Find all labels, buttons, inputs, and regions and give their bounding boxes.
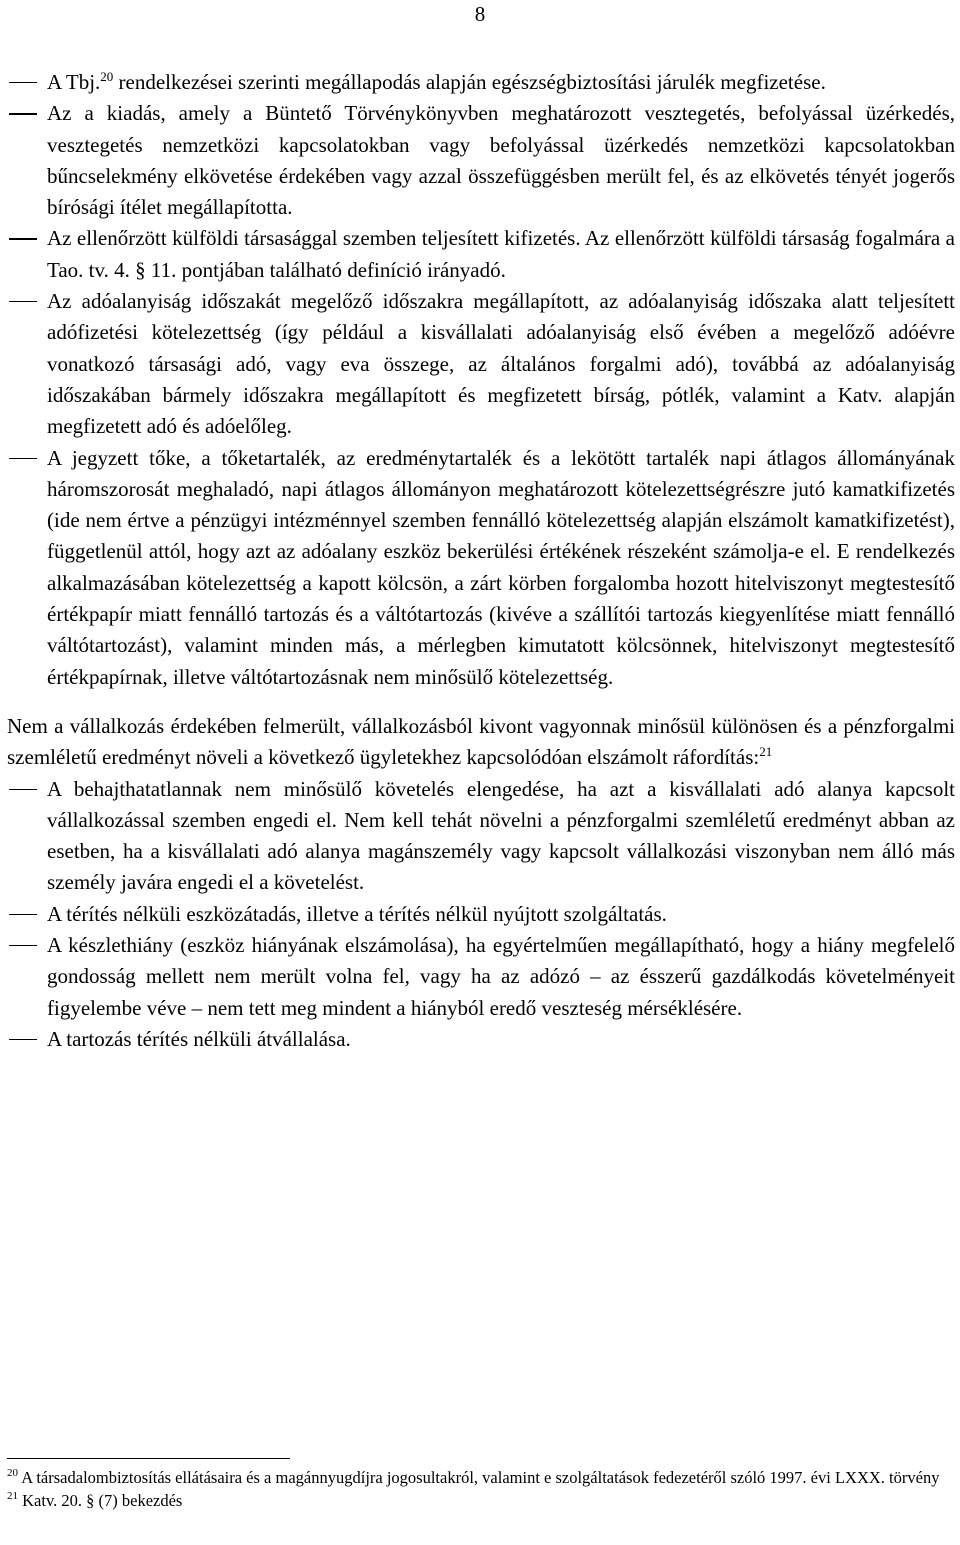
- list-item-text: Az a kiadás, amely a Büntető Törvénykönyvben meghatározott vesztegetés, befolyással üzérkedés, vesztegetés nemzetközi kapcsolatokban vagy befolyással üzérkedés nemzetközi kapcsolatokban bűncselekmény elkövetése érdekében vagy azzal összefüggésben merült fel, és az elkövetés tényét jogerős bírósági ítélet megállapította.: [47, 101, 955, 220]
- footnote-20: [7, 1466, 955, 1489]
- page-number: 8: [474, 2, 486, 26]
- list-item: [7, 1024, 955, 1055]
- list-item-text: rendelkezései szerinti megállapodás alapján egészségbiztosítási járulék megfizetése.: [113, 70, 826, 94]
- intro-paragraph: [7, 711, 955, 774]
- list-item-text: Az adóalanyiság időszakát megelőző időszakra megállapított, az adóalanyiság időszaka alatt teljesített adófizetési kötelezettség (így például a kisvállalati adóalanyiság első évében a megelőző adóévre vonatkozó társasági adó, vagy eva összege, az általános forgalmi adó), továbbá az adóalanyiság időszakában bármely időszakra megállapított és megfizetett bírság, pótlék, valamint a Katv. alapján megfizetett adó és adóelőleg.: [47, 289, 955, 439]
- expense-list: [7, 67, 955, 693]
- list-item: [7, 443, 955, 693]
- list-item-text: A készlethiány (eszköz hiányának elszámolása), ha egyértelműen megállapítható, hogy a hiány megfelelő gondosság mellett nem merült volna fel, vagy ha az adózó – az ésszerű gazdálkodás követelményeit figyelembe véve – nem tett meg mindent a hiányból eredő veszteség mérséklésére.: [47, 933, 955, 1020]
- footnote-text: A társadalombiztosítás ellátásaira és a magánnyugdíjra jogosultakról, valamint e szolgáltatások fedezetéről szóló 1997. évi LXXX. törvény: [18, 1468, 940, 1487]
- footnote-number: 20: [7, 1467, 18, 1479]
- footnote-text: Katv. 20. § (7) bekezdés: [18, 1491, 183, 1510]
- list-item-text: A térítés nélküli eszközátadás, illetve a térítés nélkül nyújtott szolgáltatás.: [47, 901, 667, 926]
- footnote-ref-21[interactable]: 21: [759, 744, 773, 760]
- list-item: [7, 930, 955, 1024]
- list-item: [7, 223, 955, 286]
- footnote-separator: [7, 1458, 290, 1459]
- footnotes: [7, 1466, 955, 1512]
- main-text: [7, 67, 955, 1055]
- list-item: [7, 286, 955, 442]
- transaction-list: [7, 774, 955, 1056]
- footnote-21: [7, 1489, 955, 1512]
- list-item: [7, 67, 955, 98]
- footnote-ref-20[interactable]: 20: [100, 69, 114, 84]
- list-item: [7, 899, 955, 930]
- list-item-text: A Tbj.: [47, 70, 101, 94]
- list-item: [7, 774, 955, 899]
- list-item-text: A jegyzett tőke, a tőketartalék, az eredménytartalék és a lekötött tartalék napi átlagos állományának háromszorosát meghaladó, napi átlagos állományon meghatározott kötelezettségrészre jutó kamatkifizetés (ide nem értve a pénzügyi intézménnyel szemben fennálló kötelezettség alapján elszámolt kamatkifizetést), függetlenül attól, hogy azt az adóalany eszköz bekerülési értékének részeként számolja-e el. E rendelkezés alkalmazásában kötelezettség a kapott kölcsön, a zárt körben forgalomba hozott hitelviszonyt megtestesítő értékpapír miatt fennálló tartozás és a váltótartozás (kivéve a szállítói tartozás kiegyenlítése miatt fennálló váltótartozást), valamint minden más, a mérlegben kimutatott kölcsönnek, hitelviszonyt megtestesítő értékpapírnak, illetve váltótartozásnak nem minősülő kötelezettség.: [47, 445, 955, 689]
- list-item-text: Az ellenőrzött külföldi társasággal szemben teljesített kifizetés. Az ellenőrzött külföldi társaság fogalmára a Tao. tv. 4. § 11. pontjában található definíció irányadó.: [47, 226, 955, 282]
- list-item: [7, 98, 955, 223]
- intro-text: Nem a vállalkozás érdekében felmerült, vállalkozásból kivont vagyonnak minősül különösen és a pénzforgalmi szemléletű eredményt növeli a következő ügyletekhez kapcsolódóan elszámolt ráfordítás:: [7, 713, 955, 770]
- list-item-text: A tartozás térítés nélküli átvállalása.: [47, 1026, 351, 1051]
- list-item-text: A behajthatatlannak nem minősülő követelés elengedése, ha azt a kisvállalati adó alanya kapcsolt vállalkozással szemben engedi el. Nem kell tehát növelni a pénzforgalmi szemléletű eredményt abban az esetben, ha a kisvállalati adó alanya magánszemély vagy kapcsolt vállalkozási viszonyban nem álló más személy javára engedi el a követelést.: [47, 776, 955, 895]
- footnote-number: 21: [7, 1490, 18, 1502]
